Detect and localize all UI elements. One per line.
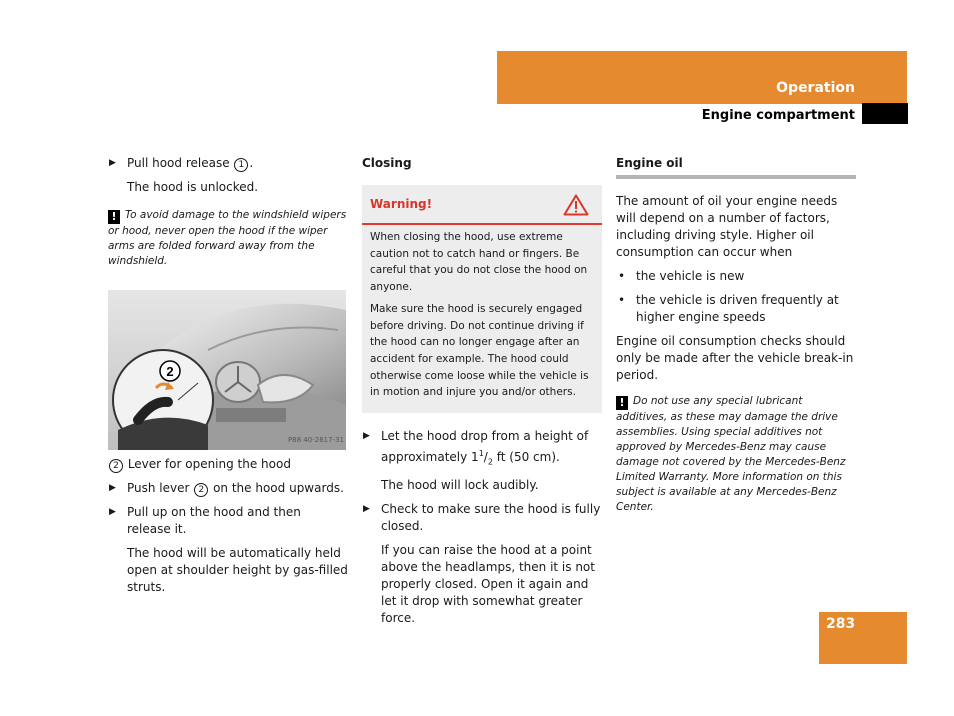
ref-number: 1	[234, 158, 248, 172]
step-arrow-icon: ▶	[109, 507, 116, 517]
ref-number: 2	[109, 459, 123, 473]
step-arrow-icon: ▶	[109, 158, 116, 168]
intro-text: The amount of oil your engine needs will depend on a number of factors, including driving style. Higher oil consumption can occur when	[616, 194, 838, 259]
step-let-hood-drop: ▶ Let the hood drop from a height of approximately $1^1/_2$ ft (50 cm).	[363, 429, 589, 467]
exclamation-icon: !	[616, 396, 628, 410]
warning-box	[362, 185, 602, 413]
subsection-title: Engine compartment	[701, 108, 855, 123]
warning-paragraph: Make sure the hood is securely engaged before driving. Do not continue driving if the hood can no longer engage after an accident for example. The hood could otherwise come loose while the vehicle is in motion and injure you and/or others.	[370, 302, 589, 399]
column-left	[108, 155, 348, 603]
step-arrow-icon: ▶	[363, 504, 370, 515]
column-right	[616, 155, 856, 515]
bullet-icon: •	[618, 293, 626, 307]
engine-oil-heading: Engine oil	[616, 155, 856, 179]
result-text: If you can raise the hood at a point above the headlamps, then it is not properly closed. Open it again and let it drop with somewhat greater force.	[381, 543, 595, 626]
step-pull-up-hood: ▶ Pull up on the hood and then release it.	[109, 505, 301, 536]
result-text: The hood is unlocked.	[127, 180, 259, 194]
warning-header	[362, 185, 602, 225]
section-title: Operation	[776, 80, 855, 96]
warning-triangle-icon	[563, 194, 589, 216]
ref-number: 2	[194, 483, 208, 497]
step-arrow-icon: ▶	[109, 483, 116, 493]
break-in-text: Engine oil consumption checks should only be made after the vehicle break-in period.	[616, 334, 854, 382]
step-check-hood-closed: ▶ Check to make sure the hood is fully closed.	[363, 502, 601, 534]
bullet-icon: •	[618, 269, 626, 283]
hood-release-figure	[108, 290, 346, 450]
caution-note: ! To avoid damage to the windshield wipers or hood, never open the hood if the wiper arms are folded forward away from the windshield.	[108, 209, 347, 267]
warning-title: Warning!	[370, 197, 433, 211]
section-tab-marker	[862, 103, 908, 124]
step-arrow-icon: ▶	[363, 431, 370, 442]
page-number: 283	[826, 616, 856, 632]
warning-paragraph: When closing the hood, use extreme caution not to catch hand or fingers. Be careful that you do not close the hood on anyone.	[370, 231, 588, 294]
step-pull-hood-release: ▶ Pull hood release 1 .	[109, 156, 254, 170]
figure-code: P88 40-2617-31	[287, 436, 344, 444]
caution-note: ! Do not use any special lubricant additives, as these may damage the drive assemblies. Using special additives not approved by Mercedes-Benz may cause damage not covered by the Mercedes-Benz Limited Warranty. More information on this subject is available at any Mercedes-Benz Center.	[616, 395, 846, 513]
figure-caption: 2 Lever for opening the hood	[108, 456, 348, 473]
column-middle	[362, 155, 602, 634]
closing-heading: Closing	[362, 156, 412, 170]
section-header-bar	[497, 51, 907, 104]
warning-body	[362, 225, 602, 413]
car-hood-illustration	[108, 290, 346, 450]
step-push-lever: ▶ Push lever 2 on the hood upwards.	[109, 481, 344, 495]
result-text: The hood will be automatically held open at shoulder height by gas-filled struts.	[127, 546, 348, 594]
result-text: The hood will lock audibly.	[381, 478, 539, 493]
figure-callout: 2	[166, 364, 174, 379]
list-item: • the vehicle is new	[618, 269, 745, 283]
exclamation-icon: !	[108, 210, 120, 224]
list-item: • the vehicle is driven frequently at higher engine speeds	[618, 293, 839, 324]
